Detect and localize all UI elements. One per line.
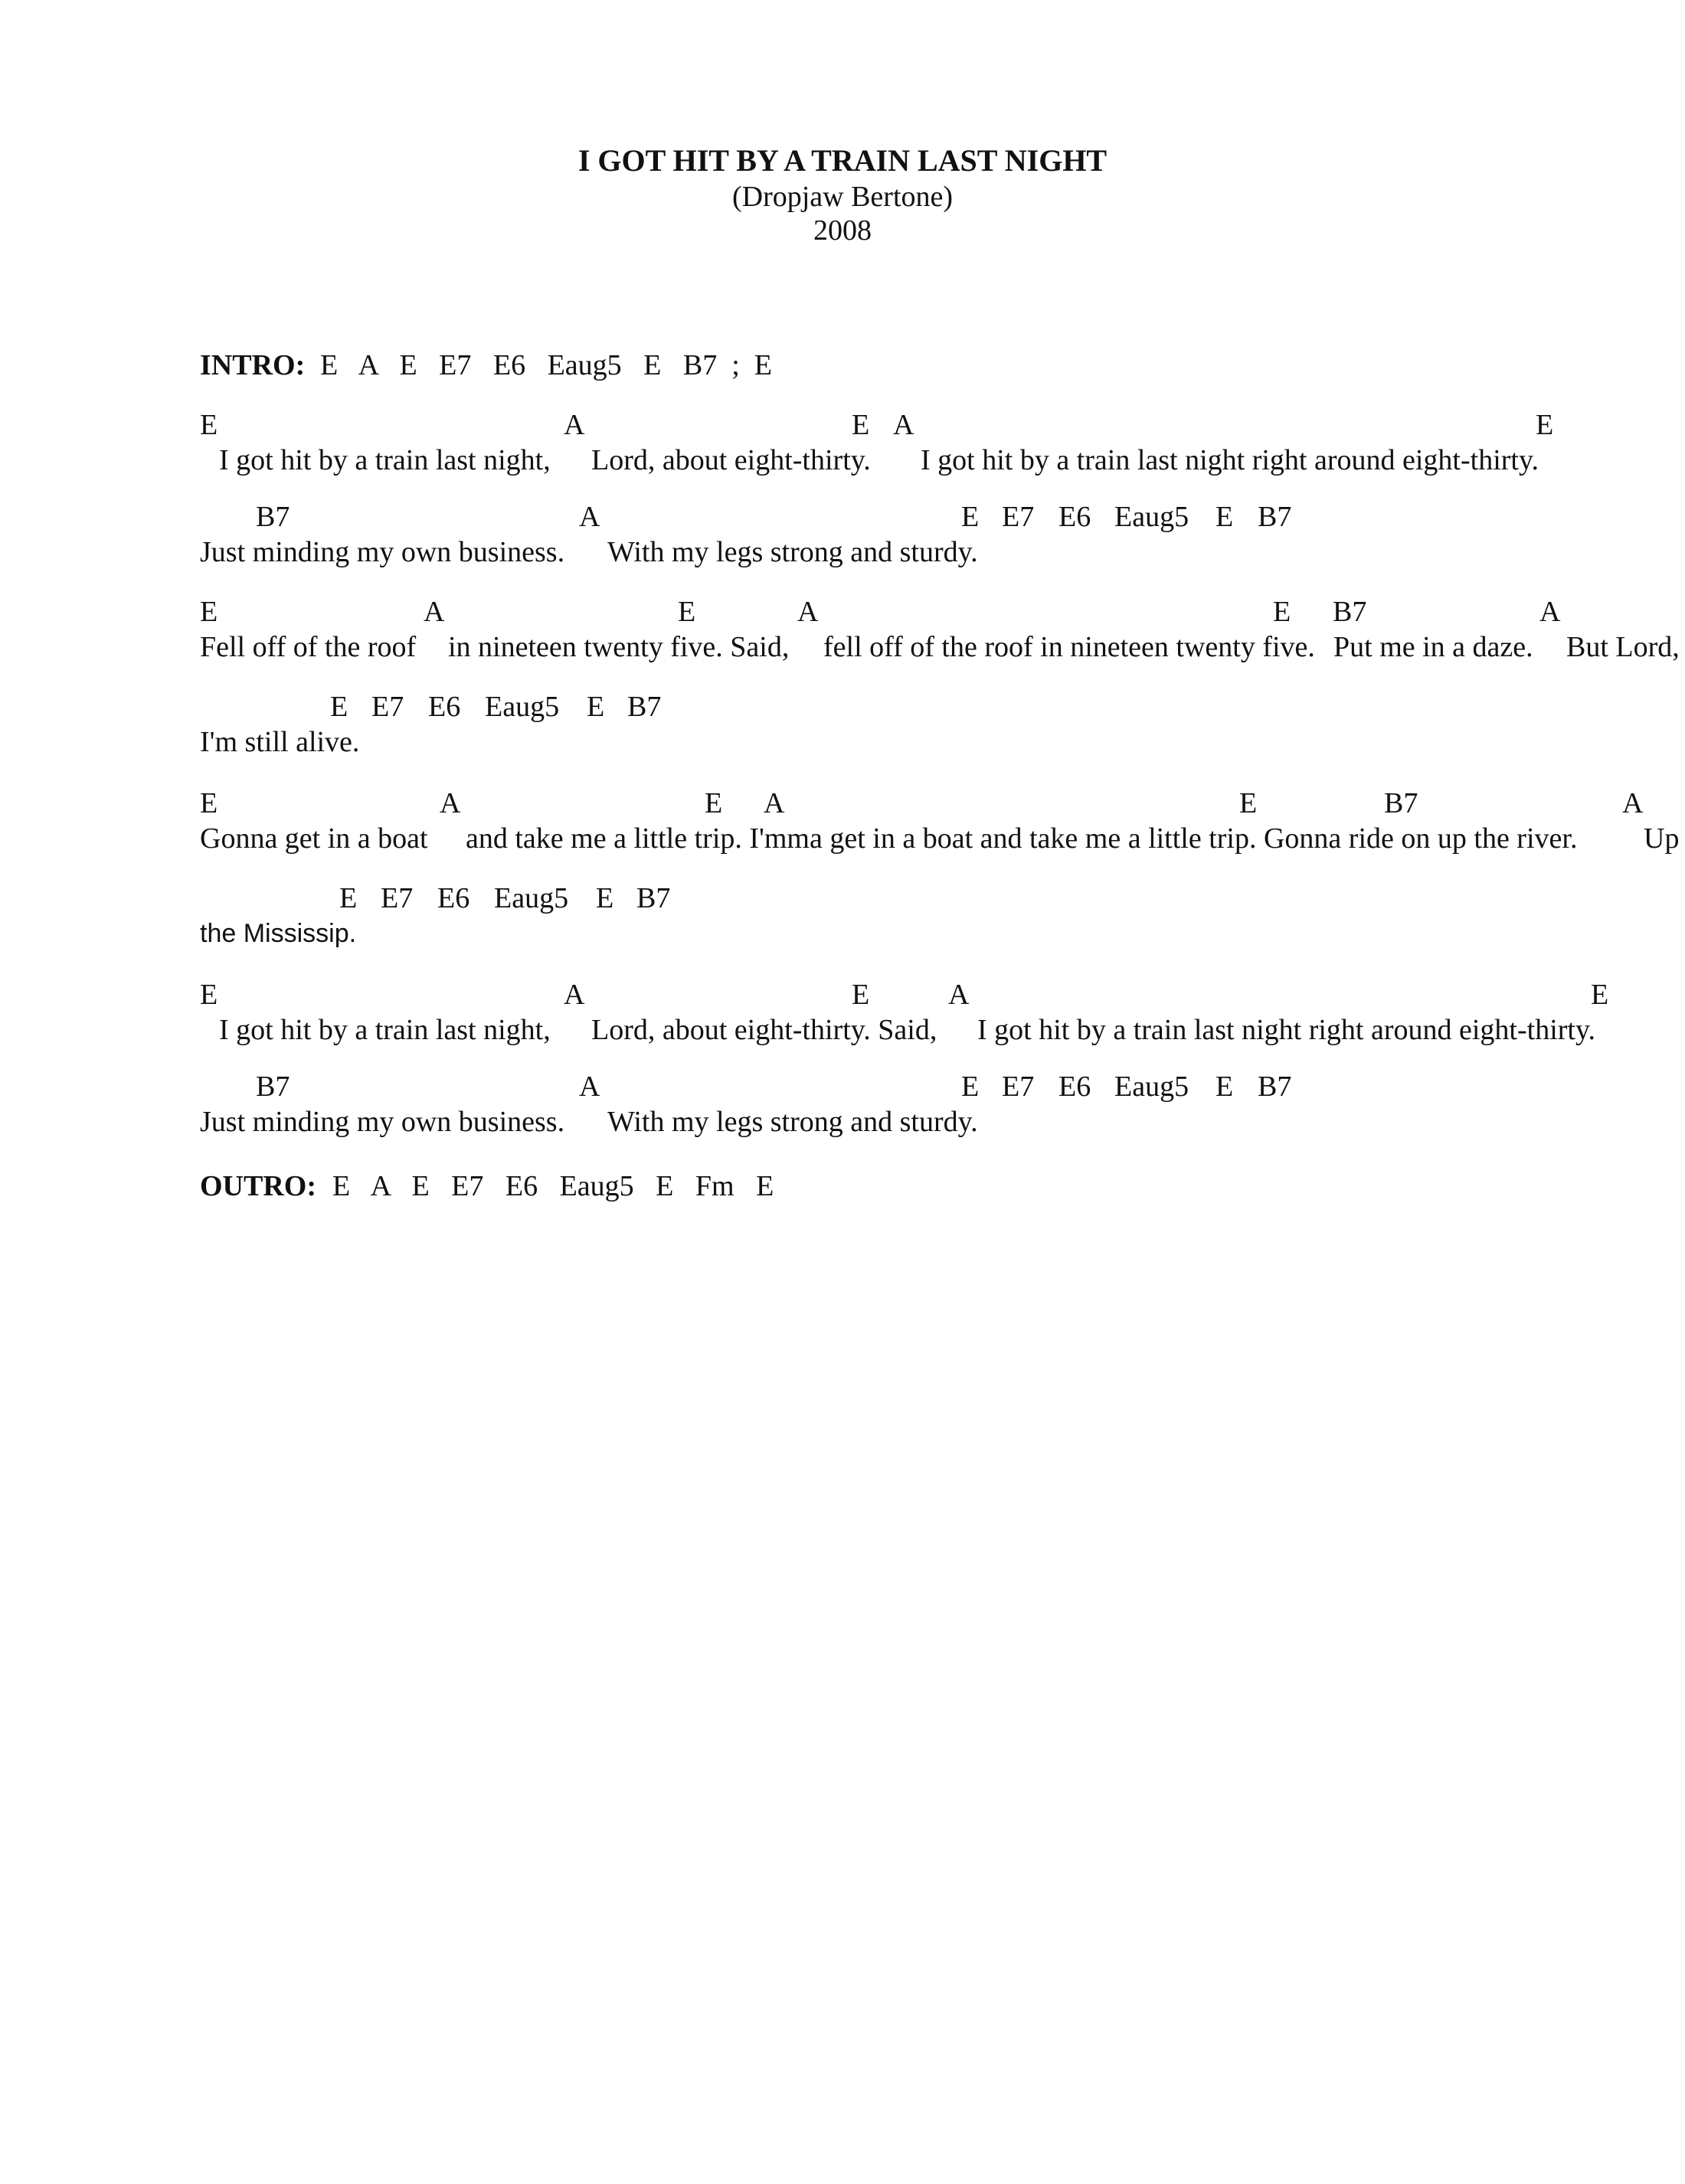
lyric-line-3	[0, 633, 1685, 666]
lyric: fell off of the roof in nineteen twenty five.	[823, 631, 1315, 663]
chord: E6	[437, 882, 470, 914]
chord: E7	[1002, 501, 1035, 533]
lyric: and take me a little trip. I'mma get in a boat and take me a little trip. Gonna ride on up the river.	[466, 822, 1578, 855]
chord: E	[200, 979, 218, 1011]
lyric: Lord, about eight-thirty. Said,	[591, 1014, 937, 1046]
chord: Eaug5	[1114, 1071, 1189, 1103]
chord: B7	[627, 691, 662, 723]
outro-label: OUTRO:	[200, 1170, 316, 1202]
chord: Eaug5	[485, 691, 560, 723]
chord: E	[200, 596, 218, 628]
lyric: I got hit by a train last night right around eight-thirty.	[921, 444, 1539, 476]
intro-line	[0, 351, 1685, 384]
chord: A	[797, 596, 819, 628]
chord-line-6	[0, 884, 1685, 917]
lyric: With my legs strong and sturdy.	[607, 1106, 978, 1138]
song-title: I GOT HIT BY A TRAIN LAST NIGHT	[577, 143, 1108, 178]
lyric: Gonna get in a boat	[200, 822, 428, 855]
chord: E7	[381, 882, 414, 914]
chord: E	[852, 409, 870, 441]
lyric: Put me in a daze.	[1333, 631, 1533, 663]
lyric: But Lord,	[1566, 631, 1680, 663]
chord-line-1	[0, 410, 1685, 444]
lyric: I got hit by a train last night,	[219, 1014, 551, 1046]
chord: E	[1536, 409, 1554, 441]
chord: E	[961, 501, 980, 533]
lyric-line-2	[0, 538, 1685, 571]
lyric-line-1	[0, 446, 1685, 479]
song-year: 2008	[813, 214, 872, 247]
lyric-line-5	[0, 824, 1685, 858]
chord-line-7	[0, 980, 1685, 1014]
chord: E6	[1058, 501, 1091, 533]
chord: B7	[256, 501, 290, 533]
lyric: I got hit by a train last night,	[219, 444, 551, 476]
chord: A	[764, 787, 785, 819]
chord: A	[564, 409, 585, 441]
chord: E6	[428, 691, 461, 723]
lyric: Just minding my own business.	[200, 536, 565, 568]
lyric-line-6	[0, 920, 1685, 954]
lyric: in nineteen twenty five. Said,	[448, 631, 790, 663]
chord: B7	[1258, 1071, 1292, 1103]
chord-line-2	[0, 502, 1685, 536]
chord: E	[1215, 501, 1234, 533]
chord: E	[330, 691, 348, 723]
chord: A	[440, 787, 461, 819]
chord: A	[579, 501, 600, 533]
intro-chords: E A E E7 E6 Eaug5 E B7 ; E	[320, 349, 773, 381]
song-author: (Dropjaw Bertone)	[731, 181, 954, 213]
chord: E	[961, 1071, 980, 1103]
chord: A	[564, 979, 585, 1011]
chord: E	[587, 691, 605, 723]
lyric: Just minding my own business.	[200, 1106, 565, 1138]
lyric-line-4	[0, 727, 1685, 761]
chord: A	[579, 1071, 600, 1103]
chord: E	[339, 882, 358, 914]
chord: B7	[1384, 787, 1418, 819]
chord: E	[1273, 596, 1291, 628]
chord: A	[1539, 596, 1561, 628]
chord: B7	[1333, 596, 1367, 628]
chord: E	[705, 787, 723, 819]
chord: E7	[1002, 1071, 1035, 1103]
chord: A	[1622, 787, 1644, 819]
chord: E	[200, 409, 218, 441]
intro-label: INTRO:	[200, 349, 306, 381]
chord: E	[596, 882, 614, 914]
lyric: I got hit by a train last night right around eight-thirty.	[977, 1014, 1595, 1046]
chord: E7	[371, 691, 404, 723]
chord: A	[948, 979, 970, 1011]
chord: Eaug5	[494, 882, 569, 914]
chord: E	[200, 787, 218, 819]
lyric: Fell off of the roof	[200, 631, 417, 663]
chord-line-8	[0, 1072, 1685, 1106]
chord: E	[1215, 1071, 1234, 1103]
chord-line-5	[0, 789, 1685, 822]
lyric: Lord, about eight-thirty.	[591, 444, 871, 476]
lyric: Up	[1644, 822, 1680, 855]
chord: E	[852, 979, 870, 1011]
chord: A	[424, 596, 445, 628]
chord-line-3	[0, 597, 1685, 631]
chord: B7	[256, 1071, 290, 1103]
chord-line-4	[0, 692, 1685, 726]
chord: A	[893, 409, 914, 441]
lyric: With my legs strong and sturdy.	[607, 536, 978, 568]
chord: B7	[1258, 501, 1292, 533]
lyric-line-8	[0, 1107, 1685, 1141]
chord: E6	[1058, 1071, 1091, 1103]
chord: B7	[636, 882, 671, 914]
chord: E	[1591, 979, 1609, 1011]
chord: E	[678, 596, 696, 628]
chord: Eaug5	[1114, 501, 1189, 533]
outro-line	[0, 1172, 1685, 1205]
lyric-line-7	[0, 1015, 1685, 1049]
chord: E	[1239, 787, 1258, 819]
outro-chords: E A E E7 E6 Eaug5 E Fm E	[332, 1170, 774, 1202]
lyric: I'm still alive.	[200, 726, 360, 758]
lyric: the Mississip.	[200, 919, 357, 948]
